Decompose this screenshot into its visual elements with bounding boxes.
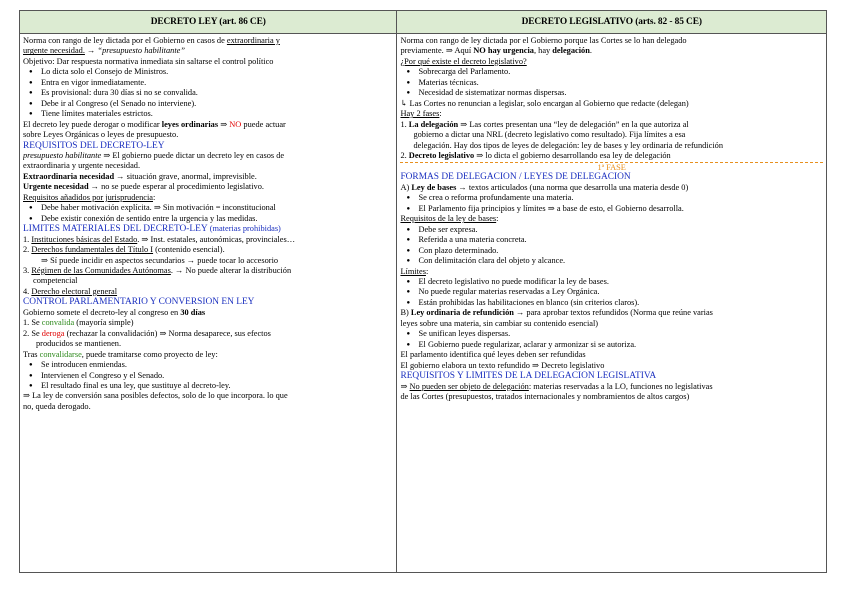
list-item: ● Están prohibidas las habilitaciones en blanco (sin criterios claros). [400,298,823,308]
list-item: ● Necesidad de sistematizar normas dispersas. [400,88,823,98]
section-heading: REQUISITOS DEL DECRETO-LEY [23,140,165,151]
text-line: urgente necesidad. → “presupuesto habilitante” [23,46,185,56]
list-item: ● Con delimitación clara del objeto y alcance. [400,256,823,266]
list-item: ● Es provisional: dura 30 días si no se convalida. [23,88,393,98]
list-item: ● Debe haber motivación explícita. ⇒ Sin motivación = inconstitucional [23,203,393,213]
list-item: ● Referida a una materia concreta. [400,235,823,245]
list-item: ● Debe existir conexión de sentido entre la urgencia y las medidas. [23,214,393,224]
list-item: ● Sobrecarga del Parlamento. [400,67,823,77]
list-item: 4. Derecho electoral general [23,286,118,296]
list-item: ● Se crea o reforma profundamente una materia. [400,193,823,203]
text-line: Requisitos de la ley de bases: [400,214,499,224]
list-item: ● Se unifican leyes dispersas. [400,329,823,339]
text-line: extraordinaria y urgente necesidad. [23,161,141,171]
decreto-legislativo-cell [397,34,827,573]
list-item: ● El resultado final es una ley, que sustituye al decreto-ley. [23,381,393,391]
list-item: 2. Decreto legislativo ⇒ lo dicta el gobierno desarrollando esa ley de delegación [400,150,671,160]
list-item: ● Entra en vigor inmediatamente. [23,78,393,88]
section-heading: REQUISITOS Y LÍMITES DE LA DELEGACIÓN LEGISLATIVA [400,371,657,382]
text-line: no, queda derogado. [23,401,91,411]
list-item: 1. Se convalida (mayoría simple) [23,318,134,328]
text-line: Objetivo: Dar respuesta normativa inmediata sin saltarse el control político [23,56,274,66]
list-item: 3. Régimen de las Comunidades Autónomas. → No puede alterar la distribución [23,265,292,275]
text-line: Gobierno somete el decreto-ley al congreso en 30 días [23,307,206,317]
text-line: sobre Leyes Orgánicas o leyes de presupuesto. [23,130,179,140]
text-line: gobierno a dictar una NRL (decreto legislativo como resultado). Fija límites a esa [413,130,686,140]
section-heading: FORMAS DE DELEGACIÓN / LEYES DE DELEGACIÓN [400,172,631,183]
list-item: ● No puede regular materias reservadas a Ley Orgánica. [400,287,823,297]
list-item: 2. Se deroga (rechazar la convalidación) ⇒ Norma desaparece, sus efectos [23,328,271,338]
text-line: El decreto ley puede derogar o modificar leyes ordinarias ⇒ NO puede actuar [23,119,286,129]
header-decreto-ley: DECRETO LEY (art. 86 CE) [20,11,397,34]
list-item: 1. La delegación ⇒ Las cortes presentan una “ley de delegación” en la que autoriza al [400,119,689,129]
text-line: Extraordinaria necesidad → situación grave, anormal, imprevisible. [23,171,257,181]
section-heading: CONTROL PARLAMENTARIO Y CONVERSIÓN EN LEY [23,297,255,308]
document-page [19,10,827,575]
text-line: A) Ley de bases → textos articulados (una norma que desarrolla una materia desde 0) [400,182,689,192]
text-line: competencial [33,276,78,286]
list-item: ● Lo dicta solo el Consejo de Ministros. [23,67,393,77]
text-line: ⇒ La ley de conversión sana posibles defectos, solo de lo que incorpora. lo que [23,391,288,401]
text-line: Tras convalidarse, puede tramitarse como proyecto de ley: [23,349,218,359]
comparison-table [19,10,827,573]
list-item: ● Debe ir al Congreso (el Senado no interviene). [23,99,393,109]
text-line: ↳ Las Cortes no renuncian a legislar, solo encargan al Gobierno que redacte (delegan) [400,98,689,108]
text-line: Urgente necesidad → no se puede esperar al procedimiento legislativo. [23,182,264,192]
text-line: ¿Por qué existe el decreto legislativo? [400,56,527,66]
text-line: Norma con rango de ley dictada por el Gobierno porque las Cortes se lo han delegado [400,36,687,45]
text-line: Hay 2 fases: [400,109,442,119]
list-item: 2. Derechos fundamentales del Título I (contenido esencial). [23,245,225,255]
text-line: B) Ley ordinaria de refundición → para aprobar textos refundidos (Norma que reúne varias [400,308,713,318]
text-line: de las Cortes (presupuestos, tratados internacionales y nombramientos de altos cargos) [400,391,690,401]
text-line: Requisitos añadidos por jurisprudencia: [23,192,156,202]
list-item: ● El decreto legislativo no puede modificar la ley de bases. [400,277,823,287]
text-line: Norma con rango de ley dictada por el Gobierno en casos de extraordinaria y [23,36,280,45]
text-line: Límites: [400,266,429,276]
list-item: ● Se introducen enmiendas. [23,360,393,370]
list-item: ● El Parlamento fija principios y límites ⇒ a base de esto, el Gobierno desarrolla. [400,204,823,214]
phase-divider: 1ª FASE [400,162,823,172]
list-item: 1. Instituciones básicas del Estado. ⇒ Inst. estatales, autonómicas, provinciales… [23,234,296,244]
text-line: El gobierno elabora un texto refundido ⇒ Decreto legislativo [400,360,605,370]
list-item: ● Materias técnicas. [400,78,823,88]
text-line: leyes sobre una materia, sin cambiar su contenido esencial) [400,318,599,328]
section-heading: LÍMITES MATERIALES DEL DECRETO-LEY (materias prohibidas) [23,224,281,235]
list-item: ● Intervienen el Congreso y el Senado. [23,371,393,381]
text-line: delegación. Hay dos tipos de leyes de delegación: ley de bases y ley ordinaria de refundición [413,140,723,150]
header-decreto-legislativo: DECRETO LEGISLATIVO (arts. 82 - 85 CE) [397,11,827,34]
text-line: El parlamento identifica qué leyes deben ser refundidas [400,350,586,360]
list-item: ● Debe ser expresa. [400,225,823,235]
text-line: ⇒ No pueden ser objeto de delegación: materias reservadas a la LO, funciones no legislativas [400,381,713,391]
text-line: producidos se mantienen. [36,339,122,349]
list-item: ● El Gobierno puede regularizar, aclarar y armonizar si se autoriza. [400,340,823,350]
text-line: presupuesto habilitante ⇒ El gobierno puede dictar un decreto ley en casos de [23,150,285,160]
list-item: ● Tiene límites materiales estrictos. [23,109,393,119]
text-line: ⇒ Sí puede incidir en aspectos secundarios → puede tocar lo accesorio [41,255,279,265]
list-item: ● Con plazo determinado. [400,246,823,256]
text-line: previamente. ⇒ Aquí NO hay urgencia, hay delegación. [400,46,592,56]
decreto-ley-cell [20,34,397,573]
